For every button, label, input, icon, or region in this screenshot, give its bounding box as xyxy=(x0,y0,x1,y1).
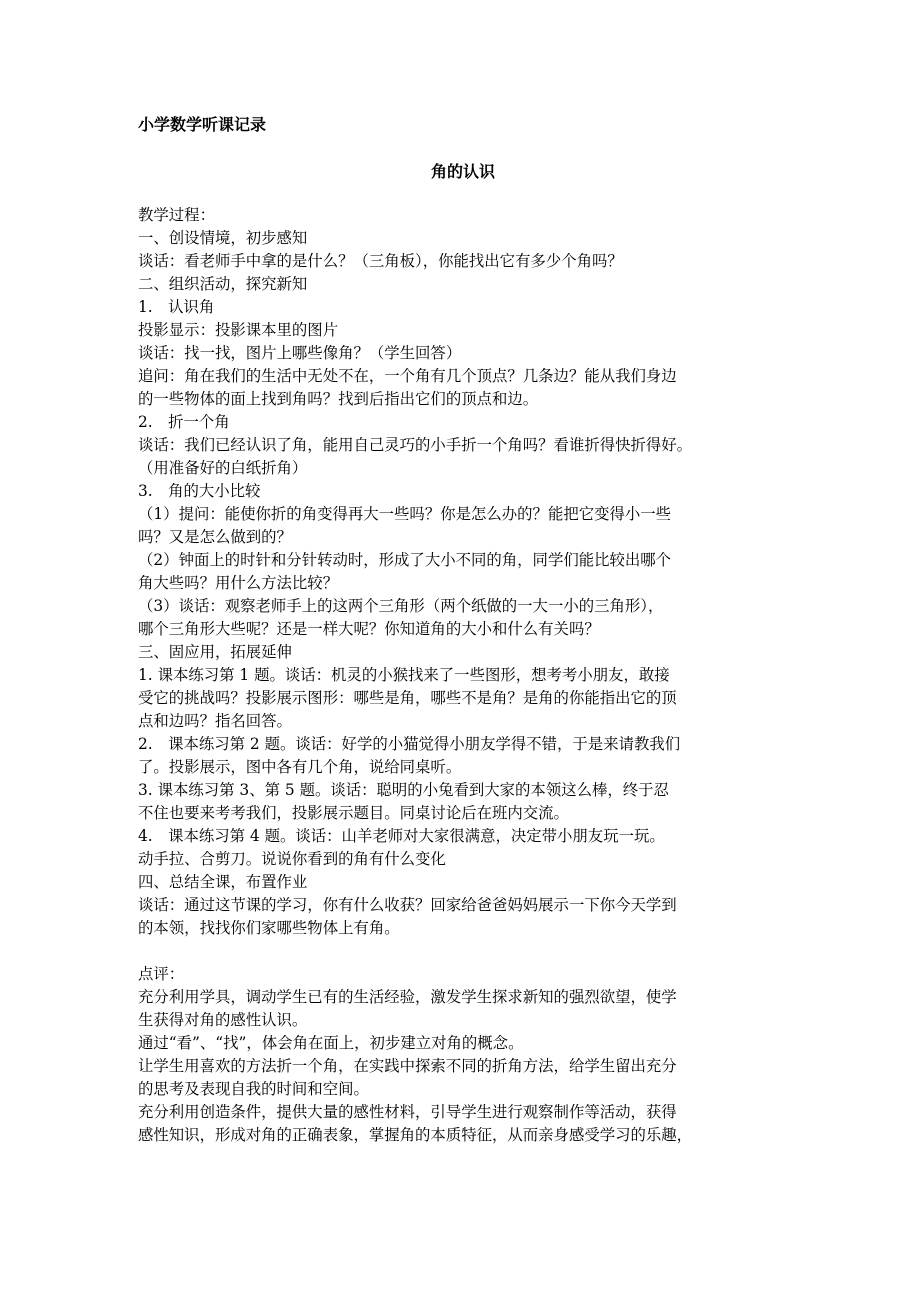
text-line: 2. 课本练习第 2 题。谈话：好学的小猫觉得小朋友学得不错，于是来请教我们 xyxy=(138,735,681,753)
text-line: 充分利用学具，调动学生已有的生活经验，激发学生探求新知的强烈欲望，使学 xyxy=(138,988,677,1006)
text-line: 谈话：我们已经认识了角，能用自己灵巧的小手折一个角吗？看谁折得快折得好。 xyxy=(138,436,693,454)
text-line: 通过“看”、“找”，体会角在面上，初步建立对角的概念。 xyxy=(138,1034,524,1052)
text-line: 追问：角在我们的生活中无处不在，一个角有几个顶点？几条边？能从我们身边 xyxy=(138,367,677,385)
text-line: 不住也要来考考我们，投影展示题目。同桌讨论后在班内交流。 xyxy=(138,804,569,822)
text-line: 的一些物体的面上找到角吗？找到后指出它们的顶点和边。 xyxy=(138,390,539,408)
text-line: 投影显示：投影课本里的图片 xyxy=(138,321,339,339)
text-line: 谈话：找一找，图片上哪些像角？（学生回答） xyxy=(138,344,462,362)
lesson-body xyxy=(138,204,788,1147)
text-line: 二、组织活动，探究新知 xyxy=(138,275,308,293)
text-line: 了。投影展示，图中各有几个角，说给同桌听。 xyxy=(138,758,462,776)
text-line: 的本领，找找你们家哪些物体上有角。 xyxy=(138,919,400,937)
text-line: 3. 角的大小比较 xyxy=(138,482,261,500)
blank-line xyxy=(138,940,788,963)
text-line: 点评： xyxy=(138,965,185,983)
text-line: 生获得对角的感性认识。 xyxy=(138,1011,308,1029)
text-line: 四、总结全课，布置作业 xyxy=(138,873,308,891)
text-line: 吗？又是怎么做到的？ xyxy=(138,528,292,546)
text-line: 让学生用喜欢的方法折一个角，在实践中探索不同的折角方法，给学生留出充分 xyxy=(138,1057,677,1075)
text-line: 角大些吗？用什么方法比较？ xyxy=(138,574,339,592)
text-line: 一、创设情境，初步感知 xyxy=(138,229,308,247)
text-line: 的思考及表现自我的时间和空间。 xyxy=(138,1080,369,1098)
text-line: 3. 课本练习第 3、第 5 题。谈话：聪明的小兔看到大家的本领这么棒，终于忍 xyxy=(138,781,669,799)
text-line: 点和边吗？指名回答。 xyxy=(138,712,292,730)
text-line: 受它的挑战吗？投影展示图形：哪些是角，哪些不是角？是角的你能指出它的顶 xyxy=(138,689,677,707)
text-line: （2）钟面上的时针和分针转动时，形成了大小不同的角，同学们能比较出哪个 xyxy=(138,551,672,569)
document-content xyxy=(138,113,788,1147)
text-line: 1. 课本练习第 1 题。谈话：机灵的小猴找来了一些图形，想考考小朋友，敢接 xyxy=(138,666,670,684)
text-line: 动手拉、合剪刀。说说你看到的角有什么变化 xyxy=(138,850,446,868)
text-line: 2. 折一个角 xyxy=(138,413,230,431)
text-line: 谈话：通过这节课的学习，你有什么收获？回家给爸爸妈妈展示一下你今天学到 xyxy=(138,896,677,914)
text-line: 教学过程： xyxy=(138,206,215,224)
text-line: 三、固应用，拓展延伸 xyxy=(138,643,292,661)
document-header: 小学数学听课记录 xyxy=(138,115,267,134)
text-line: （1）提问：能使你折的角变得再大一些吗？你是怎么办的？能把它变得小一些 xyxy=(138,505,672,523)
text-line: 感性知识，形成对角的正确表象，掌握角的本质特征，从而亲身感受学习的乐趣， xyxy=(138,1126,693,1144)
text-line: 哪个三角形大些呢？还是一样大呢？你知道角的大小和什么有关吗？ xyxy=(138,620,600,638)
text-line: （3）谈话：观察老师手上的这两个三角形（两个纸做的一大一小的三角形）， xyxy=(138,597,664,615)
text-line: 充分利用创造条件，提供大量的感性材料，引导学生进行观察制作等活动，获得 xyxy=(138,1103,677,1121)
lesson-title: 角的认识 xyxy=(430,162,495,181)
text-line: 谈话：看老师手中拿的是什么？（三角板），你能找出它有多少个角吗？ xyxy=(138,252,623,270)
text-line: 1. 认识角 xyxy=(138,298,215,316)
text-line: 4. 课本练习第 4 题。谈话：山羊老师对大家很满意，决定带小朋友玩一玩。 xyxy=(138,827,665,845)
text-line: （用准备好的白纸折角） xyxy=(138,459,308,477)
